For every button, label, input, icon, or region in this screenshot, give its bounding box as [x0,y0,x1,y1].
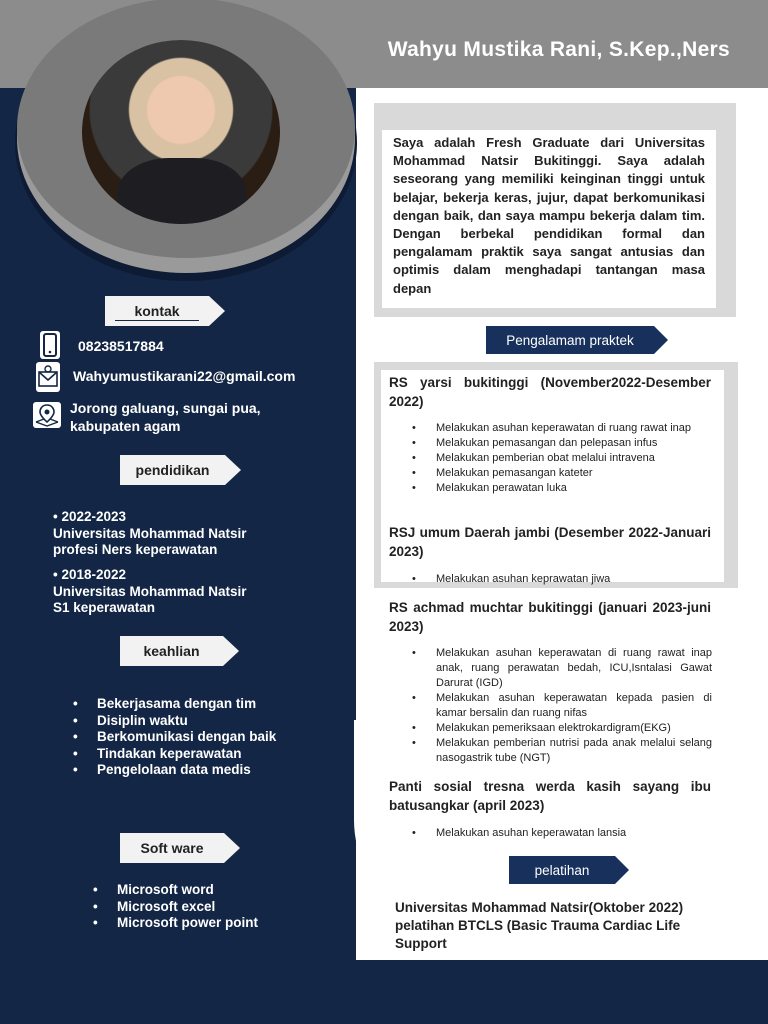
experience-tasks [412,826,712,841]
education-school: Universitas Mohammad Natsir [53,525,247,541]
email-address: Wahyumustikarani22@gmail.com [73,368,296,384]
task-item: • Melakukan asuhan keperawatan di ruang rawat inap [412,421,712,436]
education-label: pendidikan [120,455,225,485]
location-icon [33,402,61,428]
training-text: Universitas Mohammad Natsir(Oktober 2022) pelatihan BTCLS (Basic Trauma Cardiac Life Support [395,900,684,951]
software-item: • Microsoft word [93,882,258,899]
software-item: • Microsoft excel [93,899,258,916]
task-item: • Melakukan pemberian obat melalui intravena [412,451,712,466]
person-name: Wahyu Mustika Rani, S.Kep.,Ners [387,38,730,61]
education-year: • 2018-2022 [53,567,127,582]
experience-tasks [412,572,712,587]
task-item: • Melakukan pemasangan dan pelepasan infus [412,436,712,451]
skill-item: • Disiplin waktu [73,713,276,730]
education-item [53,509,247,559]
about-text: Saya adalah Fresh Graduate dari Universitas Mohammad Natsir Bukitinggi. Saya adalah seseorang yang memiliki keinginan tinggi untuk belajar, bekerja keras, jujur, dapat berkomunikasi dengan baik, dan saya mampu bekerja dalam tim. Dengan berbekal pendidikan formal dan pengalamam praktik saya sangat antusias dan optimis dalam menghadapi tantangan masa depan [393,135,705,296]
task-item: • Melakukan asuhan keperawatan kepada pasien di kamar bersalin dan ruang nifas [412,691,712,721]
skill-item: • Tindakan keperawatan [73,746,276,763]
experience-title: RSJ umum Daerah jambi (Desember 2022-Januari 2023) [389,525,711,559]
phone-number: 08238517884 [78,338,164,354]
software-label: Soft ware [120,833,224,863]
task-item: • Melakukan pemasangan kateter [412,466,712,481]
task-item: • Melakukan asuhan keprawatan jiwa [412,572,712,587]
address-line-1: Jorong galuang, sungai pua, [70,400,261,416]
skills-list [73,696,276,779]
software-list [93,882,258,932]
email-icon [36,362,60,392]
task-item: • Melakukan pemeriksaan elektrokardigram(EKG) [412,721,712,736]
bottom-band [356,960,768,1024]
experience-tasks [412,646,712,766]
task-item: • Melakukan asuhan keperawatan lansia [412,826,712,841]
experience-title: RS yarsi bukitinggi (November2022-Desember 2022) [389,375,711,409]
experience-tasks [412,421,712,496]
skill-item: • Berkomunikasi dengan baik [73,729,276,746]
training-label: pelatihan [509,856,615,884]
phone-icon [40,331,60,359]
task-item: • Melakukan pemberian nutrisi pada anak melalui selang nasogastrik tube (NGT) [412,736,712,766]
skills-label: keahlian [120,636,223,666]
profile-photo [82,40,280,224]
experience-title: RS achmad muchtar bukitinggi (januari 2023-juni 2023) [389,600,711,634]
contact-label: kontak [105,296,209,326]
skill-item: • Pengelolaan data medis [73,762,276,779]
education-program: S1 keperawatan [53,600,156,615]
education-item [53,567,247,617]
task-item: • Melakukan asuhan keperawatan di ruang rawat inap anak, ruang perawatan bedah, ICU,Isntalasi Gawat Darurat (IGD) [412,646,712,691]
education-school: Universitas Mohammad Natsir [53,583,247,599]
education-year: • 2022-2023 [53,509,127,524]
education-program: profesi Ners keperawatan [53,542,218,557]
address [70,399,261,435]
software-item: • Microsoft power point [93,915,258,932]
task-item: • Melakukan perawatan luka [412,481,712,496]
skill-item: • Bekerjasama dengan tim [73,696,276,713]
experience-title: Panti sosial tresna werda kasih sayang ibu batusangkar (april 2023) [389,779,711,813]
experience-label: Pengalamam praktek [486,326,654,354]
address-line-2: kabupaten agam [70,418,181,434]
